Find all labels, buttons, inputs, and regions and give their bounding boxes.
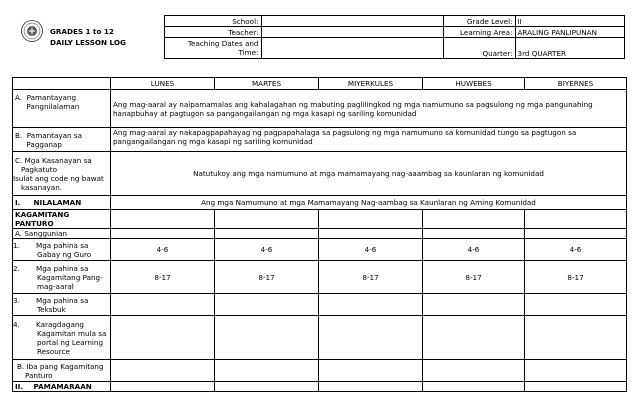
- section-kagamitang-panturo: KAGAMITANG PANTURO: [13, 210, 111, 229]
- kagamitang-label: Mga pahina sa Kagamitang Pang-mag-aaral: [36, 263, 103, 291]
- learning-competency-text: Natutukoy ang mga namumuno at mga mamamayang nag-aaambag sa kaunlaran ng komunidad: [111, 152, 627, 196]
- pamamaraan-number: II.: [15, 382, 24, 391]
- gabay-value-huwebes: 4-6: [423, 239, 525, 261]
- row-label-sanggunian: A. Sanggunian: [13, 229, 111, 239]
- kagamitang-value-huwebes: 8-17: [423, 261, 525, 294]
- learning-area-label: Learning Area:: [443, 27, 515, 38]
- kagamitang-value-martes: 8-17: [215, 261, 319, 294]
- row-label-pamantayang-pangnilalaman: A. Pamantayang Pangnilalaman: [13, 90, 111, 128]
- gabay-value-miyerkules: 4-6: [319, 239, 423, 261]
- row-label-teksbuk: [13, 294, 111, 316]
- row-label-gabay-ng-guro: [13, 239, 111, 261]
- kasanayan-label-line4: kasanayan.: [21, 182, 63, 192]
- quarter-label: Quarter:: [443, 38, 515, 59]
- day-header-miyerkules: MIYERKULES: [319, 78, 423, 90]
- teaching-dates-label: [164, 38, 261, 59]
- form-title-grades: GRADES 1 to 12: [50, 27, 114, 36]
- school-field[interactable]: [261, 16, 443, 27]
- day-header-lunes: LUNES: [111, 78, 215, 90]
- gabay-label: Mga pahina sa Gabay ng Guro: [36, 240, 92, 259]
- item-number-3: 3.: [13, 295, 20, 305]
- form-title-dll: DAILY LESSON LOG: [50, 38, 126, 47]
- row-label-nilalaman: [13, 196, 111, 210]
- row-label-karagdagang-kagamitan: [13, 316, 111, 360]
- teaching-dates-label-line2: Time:: [238, 48, 259, 57]
- grade-level-label: Grade Level:: [443, 16, 515, 27]
- teaching-dates-field[interactable]: [261, 38, 443, 59]
- pamamaraan-label: PAMAMARAAN: [33, 382, 92, 391]
- kasanayan-label-line1: C. Mga Kasanayan sa: [15, 155, 92, 165]
- day-header-biyernes: BIYERNES: [525, 78, 627, 90]
- item-number-4: 4.: [13, 319, 20, 329]
- grade-level-field[interactable]: II: [515, 16, 624, 27]
- nilalaman-label: NILALAMAN: [33, 198, 82, 207]
- content-text: Ang mga Namumuno at mga Mamamayang Nag-aambag sa Kaunlaran ng Aming Komunidad: [111, 196, 627, 210]
- row-label-kasanayan: [13, 152, 111, 196]
- kasanayan-label-line2: Pagkatuto: [21, 164, 58, 174]
- row-label-kagamitang-pang-mag-aaral: [13, 261, 111, 294]
- item-number-1: 1.: [13, 240, 20, 250]
- row-label-pamamaraan: [13, 382, 111, 392]
- corner-cell: [13, 78, 111, 90]
- karagdagang-label: Karagdagang Kagamitan mula sa portal ng Learning Resource: [36, 319, 107, 356]
- teksbuk-label: Mga pahina sa Teksbuk: [36, 295, 89, 314]
- day-header-martes: MARTES: [215, 78, 319, 90]
- quarter-field[interactable]: 3rd QUARTER: [515, 38, 624, 59]
- gabay-value-martes: 4-6: [215, 239, 319, 261]
- iba-pang-kagamitan-label: B. Iba pang Kagamitang Panturo: [17, 361, 104, 380]
- kagamitang-value-biyernes: 8-17: [525, 261, 627, 294]
- teacher-label: Teacher:: [164, 27, 261, 38]
- kagamitang-value-miyerkules: 8-17: [319, 261, 423, 294]
- performance-standard-text: Ang mag-aaral ay nakapagpapahayag ng pagpapahalaga sa pagsulong ng mga namumuno sa komunidad tungo sa pagtugon sa pangangailangan ng mga kasapi ng sariling komunidad: [111, 128, 627, 152]
- school-label: School:: [164, 16, 261, 27]
- teacher-field[interactable]: [261, 27, 443, 38]
- learning-area-field[interactable]: ARALING PANLIPUNAN: [515, 27, 624, 38]
- row-label-pamantayan-sa-pagganap: B. Pamantayan sa Pagganap: [13, 128, 111, 152]
- gabay-value-biyernes: 4-6: [525, 239, 627, 261]
- nilalaman-number: I.: [15, 198, 21, 207]
- item-number-2: 2.: [13, 263, 20, 273]
- teaching-dates-label-line1: Teaching Dates and: [187, 39, 259, 48]
- kagamitang-value-lunes: 8-17: [111, 261, 215, 294]
- gabay-value-lunes: 4-6: [111, 239, 215, 261]
- day-header-huwebes: HUWEBES: [423, 78, 525, 90]
- lesson-log-table: [12, 77, 627, 392]
- content-standard-text: Ang mag-aaral ay naipamamalas ang kahalagahan ng mabuting paglilingkod ng mga namumuno sa pagsulong ng mga pangunahing hanapbuhay at pagtugon sa pangangailangan ng mga kasapi ng sariling komunidad: [111, 90, 627, 128]
- header-info-table: [12, 15, 625, 59]
- row-label-iba-pang-kagamitan: [13, 360, 111, 382]
- kasanayan-label-line3: Isulat ang code ng bawat: [13, 173, 104, 183]
